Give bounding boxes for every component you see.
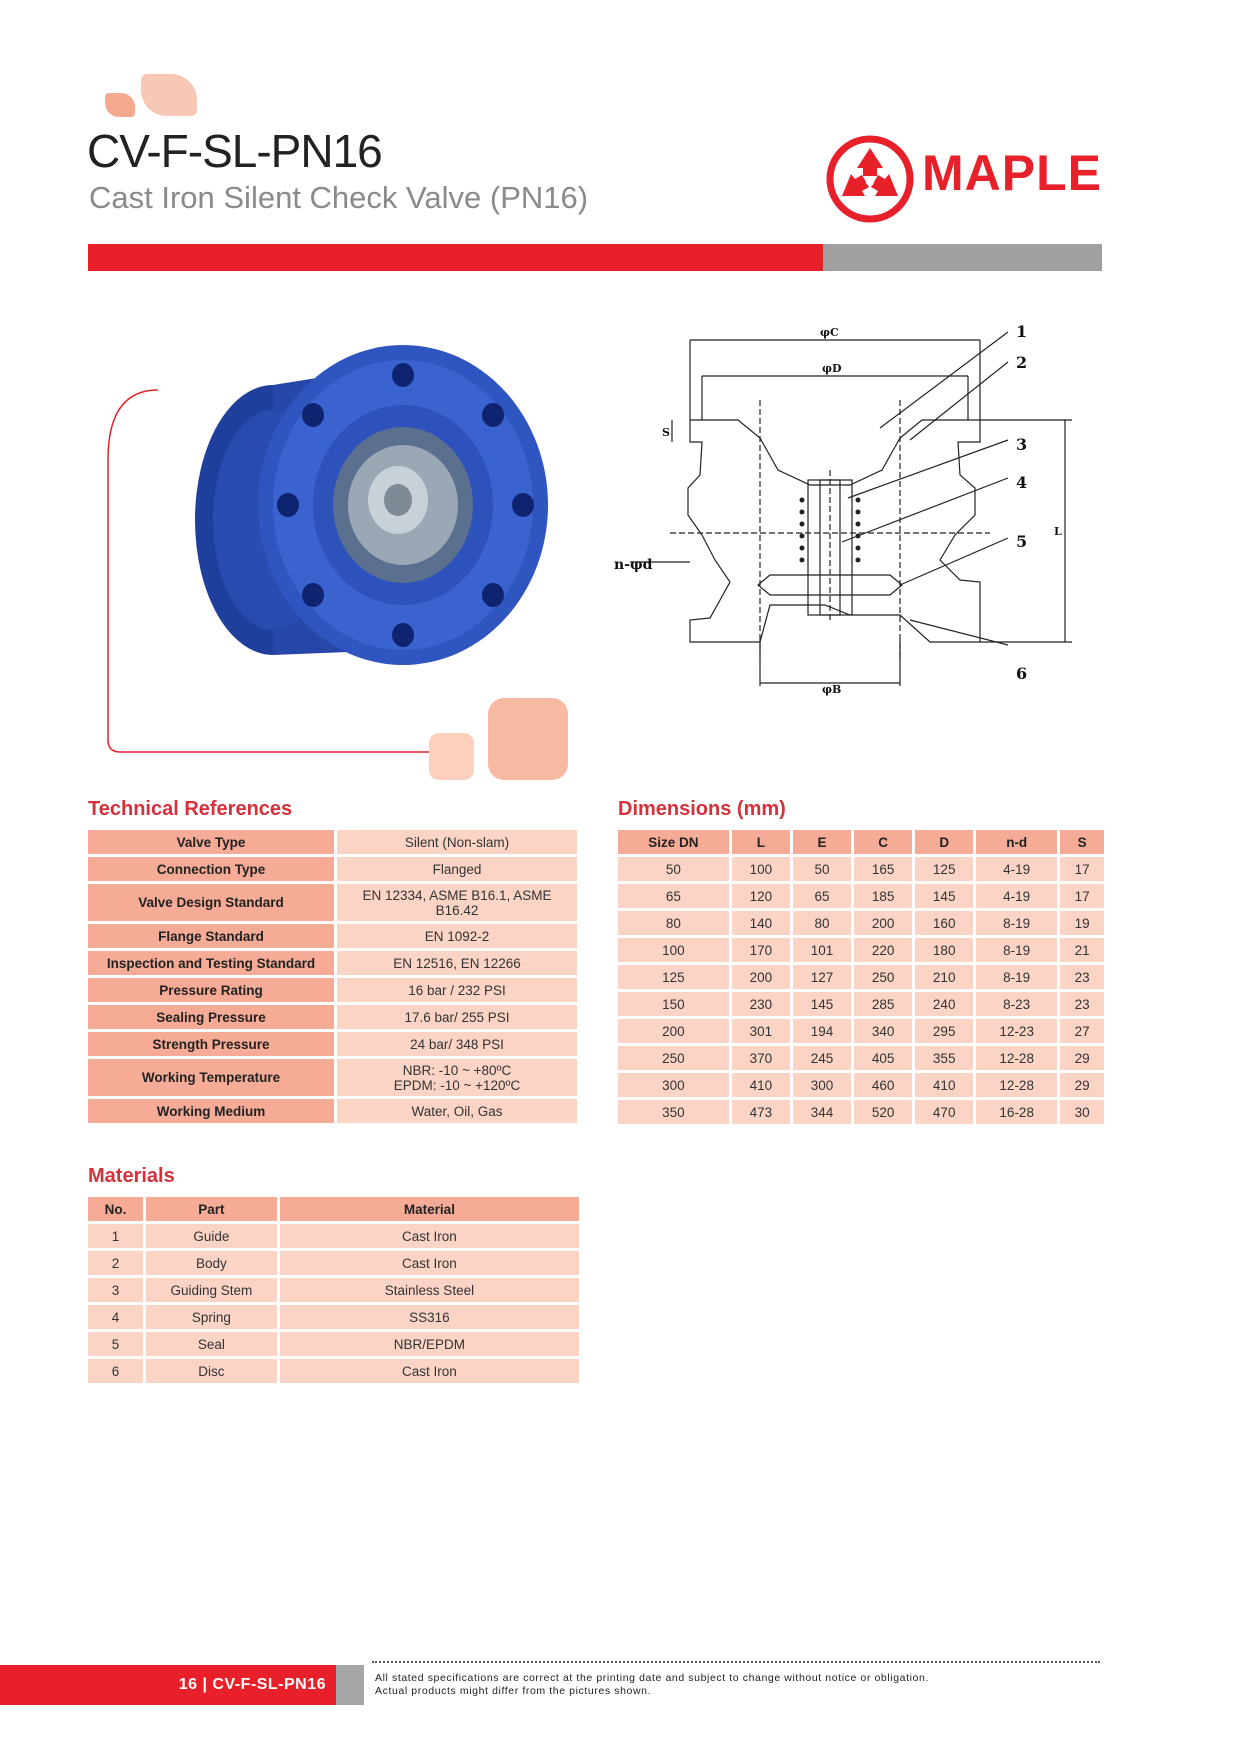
table-row bbox=[88, 1305, 579, 1329]
dimensions-table bbox=[615, 827, 1107, 1127]
table-cell: 145 bbox=[793, 992, 851, 1016]
table-row bbox=[88, 1224, 579, 1248]
column-header: L bbox=[732, 830, 790, 854]
table-cell: 17 bbox=[1060, 857, 1104, 881]
footer-divider bbox=[372, 1661, 1100, 1663]
table-cell: 12-28 bbox=[976, 1046, 1057, 1070]
callout-5: 5 bbox=[1016, 532, 1028, 551]
table-cell: 8-19 bbox=[976, 965, 1057, 989]
table-cell: 350 bbox=[618, 1100, 729, 1124]
table-cell: 160 bbox=[915, 911, 973, 935]
technical-drawing bbox=[610, 320, 1090, 700]
table-cell: 65 bbox=[618, 884, 729, 908]
table-cell: 210 bbox=[915, 965, 973, 989]
table-row bbox=[618, 1019, 1104, 1043]
table-cell: 150 bbox=[618, 992, 729, 1016]
label-phi-b: φB bbox=[822, 683, 842, 696]
table-cell: Disc bbox=[146, 1359, 277, 1383]
table-cell: 23 bbox=[1060, 992, 1104, 1016]
table-cell: 29 bbox=[1060, 1073, 1104, 1097]
label-n-phi-d: n-φd bbox=[614, 557, 653, 573]
column-header: Part bbox=[146, 1197, 277, 1221]
table-cell: 300 bbox=[618, 1073, 729, 1097]
table-cell: 185 bbox=[854, 884, 912, 908]
footer-bar-gray bbox=[336, 1665, 364, 1705]
table-cell: 125 bbox=[618, 965, 729, 989]
column-header: No. bbox=[88, 1197, 143, 1221]
table-cell: 4-19 bbox=[976, 857, 1057, 881]
table-row bbox=[618, 992, 1104, 1016]
callout-2: 2 bbox=[1016, 353, 1028, 372]
decorative-shape bbox=[105, 93, 135, 117]
table-cell: 140 bbox=[732, 911, 790, 935]
table-cell: 301 bbox=[732, 1019, 790, 1043]
page-number-label: 16 | CV-F-SL-PN16 bbox=[178, 1676, 326, 1693]
table-row bbox=[618, 884, 1104, 908]
table-cell: 470 bbox=[915, 1100, 973, 1124]
column-header: E bbox=[793, 830, 851, 854]
dimensions-heading: Dimensions (mm) bbox=[618, 798, 786, 820]
table-cell: 344 bbox=[793, 1100, 851, 1124]
table-cell: 405 bbox=[854, 1046, 912, 1070]
table-cell: 200 bbox=[732, 965, 790, 989]
label-phi-c: φC bbox=[820, 326, 839, 339]
table-row bbox=[618, 1046, 1104, 1070]
table-row bbox=[88, 1278, 579, 1302]
table-cell: 127 bbox=[793, 965, 851, 989]
disclaimer-line: Actual products might differ from the pictures shown. bbox=[375, 1685, 652, 1697]
table-row bbox=[88, 1332, 579, 1356]
table-cell: 1 bbox=[88, 1224, 143, 1248]
column-header: S bbox=[1060, 830, 1104, 854]
table-cell: Body bbox=[146, 1251, 277, 1275]
callout-3: 3 bbox=[1016, 435, 1028, 454]
technical-references-heading: Technical References bbox=[88, 798, 293, 820]
column-header: Material bbox=[280, 1197, 579, 1221]
table-cell: NBR/EPDM bbox=[280, 1332, 579, 1356]
table-cell: Cast Iron bbox=[280, 1359, 579, 1383]
table-cell: 194 bbox=[793, 1019, 851, 1043]
logo-text: MAPLE bbox=[922, 145, 1102, 201]
table-cell: 50 bbox=[793, 857, 851, 881]
table-cell: 165 bbox=[854, 857, 912, 881]
table-row bbox=[618, 911, 1104, 935]
table-cell: 8-23 bbox=[976, 992, 1057, 1016]
column-header: n-d bbox=[976, 830, 1057, 854]
table-row bbox=[618, 857, 1104, 881]
technical-references-table bbox=[85, 827, 580, 1126]
table-cell: 12-23 bbox=[976, 1019, 1057, 1043]
table-cell: 5 bbox=[88, 1332, 143, 1356]
table-cell: 12-28 bbox=[976, 1073, 1057, 1097]
table-cell: 80 bbox=[618, 911, 729, 935]
table-cell: 200 bbox=[618, 1019, 729, 1043]
table-row bbox=[618, 965, 1104, 989]
table-row bbox=[88, 1359, 579, 1383]
table-cell: 30 bbox=[1060, 1100, 1104, 1124]
table-cell: 50 bbox=[618, 857, 729, 881]
table-row: Working Medium Water, Oil, Gas bbox=[88, 1099, 577, 1123]
table-cell: 4 bbox=[88, 1305, 143, 1329]
table-cell: 460 bbox=[854, 1073, 912, 1097]
table-cell: Spring bbox=[146, 1305, 277, 1329]
temp-epdm: EPDM: -10 ~ +120ºC bbox=[393, 1077, 521, 1093]
table-cell: 355 bbox=[915, 1046, 973, 1070]
table-cell: 245 bbox=[793, 1046, 851, 1070]
table-cell: SS316 bbox=[280, 1305, 579, 1329]
materials-table bbox=[85, 1194, 582, 1386]
table-cell: 410 bbox=[732, 1073, 790, 1097]
table-cell: 300 bbox=[793, 1073, 851, 1097]
label-s: S bbox=[662, 426, 670, 439]
column-header: D bbox=[915, 830, 973, 854]
callout-4: 4 bbox=[1016, 473, 1028, 492]
table-cell: 3 bbox=[88, 1278, 143, 1302]
table-row: Valve Design Standard EN 12334, ASME B16.1, ASME B16.42 bbox=[88, 884, 577, 921]
column-header: C bbox=[854, 830, 912, 854]
column-header: Size DN bbox=[618, 830, 729, 854]
table-row: Pressure Rating 16 bar / 232 PSI bbox=[88, 978, 577, 1002]
table-row: Valve Type Silent (Non-slam) bbox=[88, 830, 577, 854]
materials-heading: Materials bbox=[88, 1165, 175, 1187]
table-cell: 100 bbox=[618, 938, 729, 962]
table-row: Strength Pressure 24 bar/ 348 PSI bbox=[88, 1032, 577, 1056]
header-bar bbox=[88, 244, 823, 271]
table-cell: 180 bbox=[915, 938, 973, 962]
decorative-shape bbox=[141, 74, 197, 116]
table-cell: 230 bbox=[732, 992, 790, 1016]
table-cell: 19 bbox=[1060, 911, 1104, 935]
table-cell: 125 bbox=[915, 857, 973, 881]
table-cell: 285 bbox=[854, 992, 912, 1016]
maple-logo-icon bbox=[825, 134, 915, 224]
table-row bbox=[88, 1251, 579, 1275]
temp-nbr: NBR: -10 ~ +80ºC bbox=[402, 1062, 512, 1078]
table-cell: 370 bbox=[732, 1046, 790, 1070]
table-cell: 29 bbox=[1060, 1046, 1104, 1070]
table-cell: 250 bbox=[854, 965, 912, 989]
disclaimer-line: All stated specifications are correct at the printing date and subject to change without notice or obligation. bbox=[375, 1672, 929, 1684]
table-cell: 520 bbox=[854, 1100, 912, 1124]
table-cell: Stainless Steel bbox=[280, 1278, 579, 1302]
table-row bbox=[618, 938, 1104, 962]
table-cell: 473 bbox=[732, 1100, 790, 1124]
table-cell: 21 bbox=[1060, 938, 1104, 962]
table-cell: 65 bbox=[793, 884, 851, 908]
table-cell: Guide bbox=[146, 1224, 277, 1248]
table-cell: 250 bbox=[618, 1046, 729, 1070]
table-cell: 295 bbox=[915, 1019, 973, 1043]
table-header-row bbox=[618, 830, 1104, 854]
table-row bbox=[618, 1100, 1104, 1124]
header-bar-gray bbox=[823, 244, 1102, 271]
table-cell: 6 bbox=[88, 1359, 143, 1383]
table-cell: Seal bbox=[146, 1332, 277, 1356]
page-title: CV-F-SL-PN16 bbox=[87, 125, 382, 177]
table-cell: 170 bbox=[732, 938, 790, 962]
table-row bbox=[618, 1073, 1104, 1097]
table-cell: 220 bbox=[854, 938, 912, 962]
table-cell: 410 bbox=[915, 1073, 973, 1097]
label-phi-d: φD bbox=[822, 362, 842, 375]
table-cell: 101 bbox=[793, 938, 851, 962]
table-cell: Cast Iron bbox=[280, 1251, 579, 1275]
callout-6: 6 bbox=[1016, 664, 1028, 683]
product-photo bbox=[98, 320, 598, 780]
table-row: Flange Standard EN 1092-2 bbox=[88, 924, 577, 948]
table-row: Sealing Pressure 17.6 bar/ 255 PSI bbox=[88, 1005, 577, 1029]
callout-1: 1 bbox=[1016, 322, 1028, 341]
table-cell: 240 bbox=[915, 992, 973, 1016]
table-cell: Guiding Stem bbox=[146, 1278, 277, 1302]
table-cell: 100 bbox=[732, 857, 790, 881]
table-cell: 4-19 bbox=[976, 884, 1057, 908]
table-cell: 2 bbox=[88, 1251, 143, 1275]
table-header-row bbox=[88, 1197, 579, 1221]
table-cell: 17 bbox=[1060, 884, 1104, 908]
table-row: Inspection and Testing Standard EN 12516, EN 12266 bbox=[88, 951, 577, 975]
table-row: Connection Type Flanged bbox=[88, 857, 577, 881]
page-subtitle: Cast Iron Silent Check Valve (PN16) bbox=[89, 180, 589, 215]
label-l: L bbox=[1054, 525, 1062, 538]
table-cell: 27 bbox=[1060, 1019, 1104, 1043]
table-cell: 23 bbox=[1060, 965, 1104, 989]
table-cell: 120 bbox=[732, 884, 790, 908]
table-cell: Cast Iron bbox=[280, 1224, 579, 1248]
table-cell: 8-19 bbox=[976, 911, 1057, 935]
table-cell: 16-28 bbox=[976, 1100, 1057, 1124]
table-cell: 200 bbox=[854, 911, 912, 935]
table-cell: 8-19 bbox=[976, 938, 1057, 962]
disclaimer bbox=[375, 1672, 929, 1698]
table-cell: 340 bbox=[854, 1019, 912, 1043]
table-row: Working Temperature NBR: -10 ~ +80ºC EPDM: -10 ~ +120ºC bbox=[88, 1059, 577, 1096]
table-cell: 145 bbox=[915, 884, 973, 908]
table-cell: 80 bbox=[793, 911, 851, 935]
